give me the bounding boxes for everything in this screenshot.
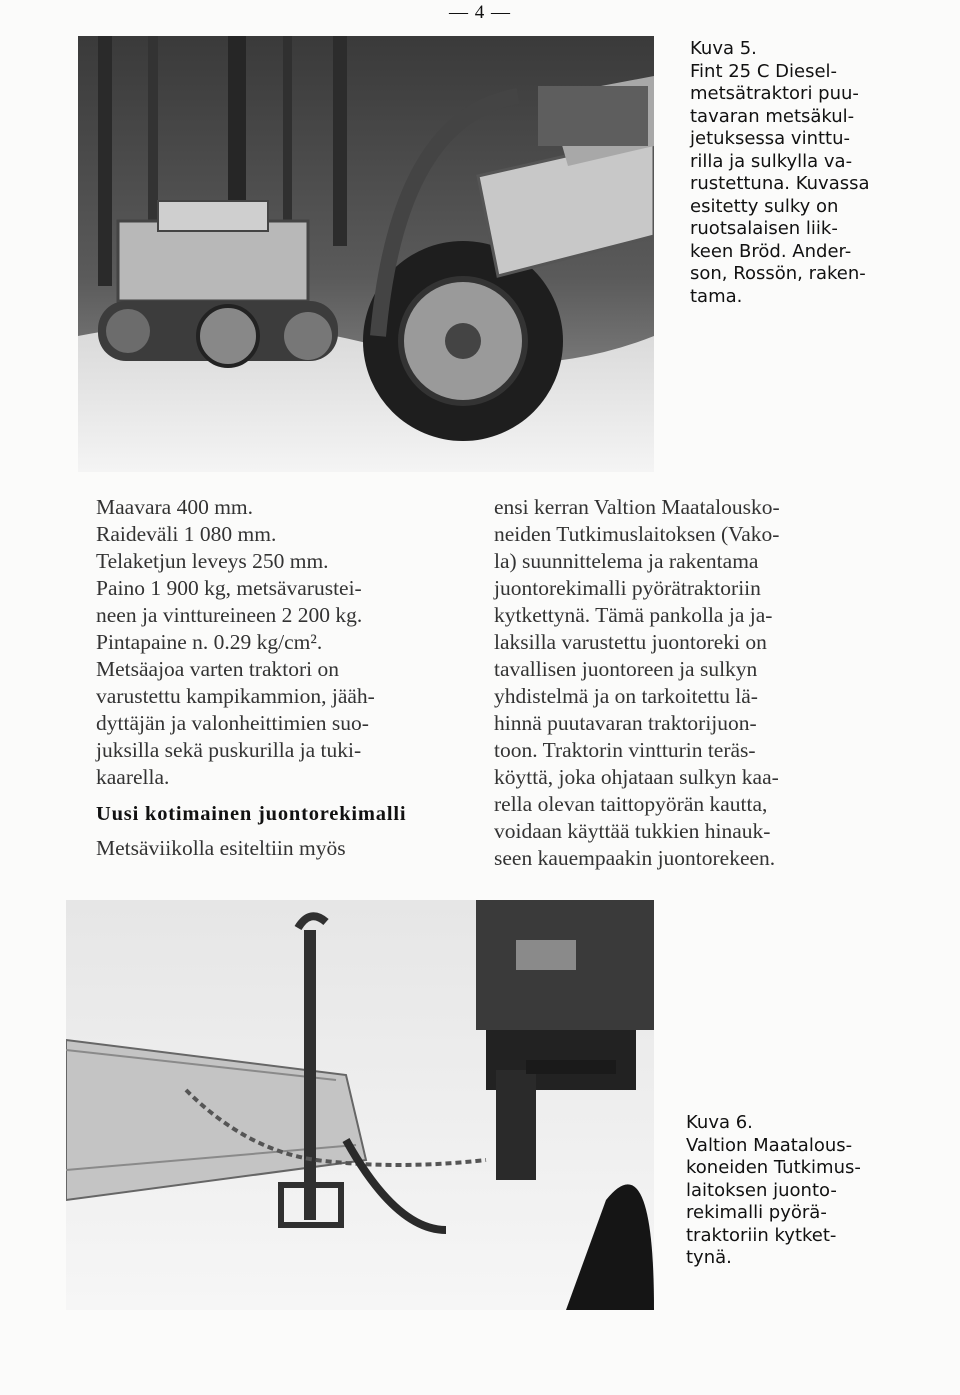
caption-line: rustettuna. Kuvassa (690, 173, 870, 194)
body-line: rella olevan taittopyörän kautta, (494, 792, 768, 816)
body-line: tavallisen juontoreen ja sulkyn (494, 657, 758, 681)
body-line: seen kauempaakin juontorekeen. (494, 846, 776, 870)
caption-line: Kuva 6. (686, 1112, 753, 1133)
body-line: la) suunnittelema ja rakentama (494, 549, 759, 573)
spec-line: Maavara 400 mm. (96, 495, 254, 519)
caption-line: Fint 25 C Diesel- (690, 60, 838, 82)
spec-line: Pintapaine n. 0.29 kg/cm². (96, 630, 323, 654)
spec-line: Raideväli 1 080 mm. (96, 522, 277, 546)
left-text-column (96, 494, 464, 862)
caption-line: ruotsalaisen liik- (690, 218, 838, 239)
spec-line: Telaketjun leveys 250 mm. (96, 549, 329, 573)
caption-line: tavaran metsäkul- (690, 105, 855, 127)
spec-line: dyttäjän ja valonheittimien suo- (96, 711, 369, 735)
body-line: yhdistelmä ja on tarkoitettu lä- (494, 684, 758, 708)
caption-line: traktoriin kytket- (686, 1224, 837, 1246)
body-line: neiden Tutkimuslaitoksen (Vako- (494, 522, 780, 546)
caption-line: rekimalli pyörä- (686, 1202, 827, 1223)
spec-line: kaarella. (96, 765, 170, 789)
spec-line: varustettu kampikammion, jääh- (96, 684, 375, 708)
caption-line: Kuva 5. (690, 38, 757, 59)
right-text-column (494, 494, 892, 872)
body-line: kytkettynä. Tämä pankolla ja ja- (494, 603, 773, 627)
section-heading: Uusi kotimainen juontorekimalli (96, 803, 407, 825)
caption-line: tama. (690, 285, 743, 307)
caption-line: esitetty sulky on (690, 195, 839, 217)
caption-line: tynä. (686, 1247, 732, 1268)
body-line: Metsäviikolla esiteltiin myös (96, 836, 346, 860)
caption-line: Valtion Maatalous- (686, 1134, 853, 1156)
spec-line: neen ja vinttureineen 2 200 kg. (96, 603, 363, 627)
figure-5-photo (78, 36, 654, 472)
page-number: — 4 — (449, 2, 511, 23)
figure-6-photo (66, 900, 654, 1310)
spec-line: juksilla sekä puskurilla ja tuki- (96, 738, 362, 762)
body-line: köyttä, joka ohjataan sulkyn kaa- (494, 765, 779, 789)
spec-line: Paino 1 900 kg, metsävarustei- (96, 576, 362, 600)
caption-line: keen Bröd. Ander- (690, 240, 852, 262)
caption-line: jetuksessa vinttu- (690, 128, 851, 149)
body-line: ensi kerran Valtion Maatalousko- (494, 495, 780, 519)
figure-5-caption (690, 38, 900, 308)
figure-6-caption (686, 1112, 896, 1270)
caption-line: metsätraktori puu- (690, 83, 859, 104)
body-line: juontorekimalli pyörätraktoriin (494, 576, 761, 600)
caption-line: rilla ja sulkylla va- (690, 150, 853, 172)
body-line: laksilla varustettu juontoreki on (494, 630, 767, 654)
caption-line: koneiden Tutkimus- (686, 1157, 861, 1178)
body-line: toon. Traktorin vintturin teräs- (494, 738, 756, 762)
body-line: hinnä puutavaran traktorijuon- (494, 711, 757, 735)
body-line: voidaan käyttää tukkien hinauk- (494, 819, 771, 843)
caption-line: son, Rossön, raken- (690, 263, 866, 284)
spec-line: Metsäajoa varten traktori on (96, 657, 339, 681)
caption-line: laitoksen juonto- (686, 1179, 837, 1201)
